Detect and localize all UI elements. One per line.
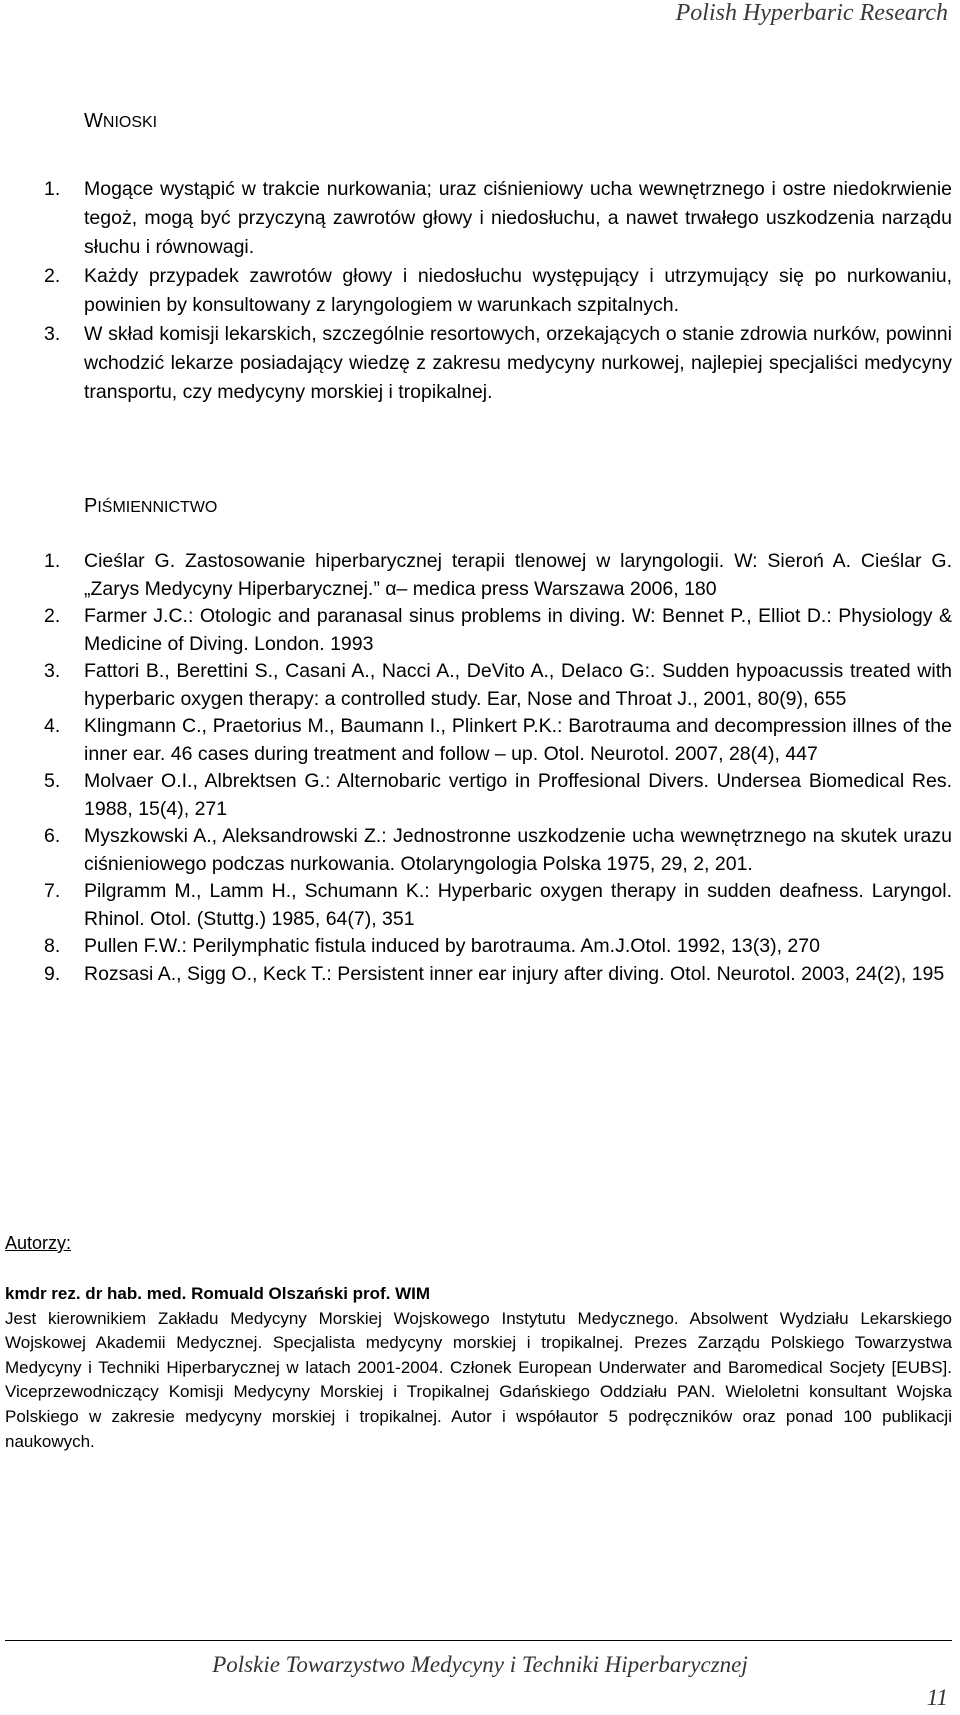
conclusions-heading xyxy=(84,110,157,133)
reference-item xyxy=(44,961,952,989)
references-heading-initial: P xyxy=(84,495,98,517)
reference-item xyxy=(44,603,952,658)
reference-item xyxy=(44,823,952,878)
reference-number: 2. xyxy=(44,605,61,627)
conclusion-item xyxy=(44,320,952,407)
authors-label: Autorzy: xyxy=(5,1233,72,1253)
page-number: 11 xyxy=(926,1685,948,1710)
author-name: kmdr rez. dr hab. med. Romuald Olszański prof. WIM xyxy=(5,1284,431,1303)
reference-text: Cieślar G. Zastosowanie hiperbarycznej terapii tlenowej w laryngologii. W: Sieroń A. Cieślar G. „Zarys Medycyny Hiperbarycznej.” α– medica press Warszawa 2006, 180 xyxy=(84,550,952,600)
conclusion-item xyxy=(44,175,952,262)
reference-item xyxy=(44,768,952,823)
conclusion-number: 2. xyxy=(44,265,61,287)
reference-number: 6. xyxy=(44,825,61,847)
journal-header: Polish Hyperbaric Research xyxy=(675,0,948,26)
conclusions-heading-initial: W xyxy=(84,110,103,132)
author-bio: Jest kierownikiem Zakładu Medycyny Morskiej Wojskowego Instytutu Medycznego. Absolwent Wydziału Lekarskiego Wojskowej Akademii Medycznej. Specjalista medycyny morskiej i tropikalnej. Prezes Zarządu Polskiego Towarzystwa Medycyny i Techniki Hiperbarycznej w latach 2001-2004. Członek European Underwater and Baromedical Socjety [EUBS]. Viceprzewodniczący Komisji Medycyny Morskiej i Tropikalnej Gdańskiego Oddziału PAN. Wieloletni konsultant Wojska Polskiego w zakresie medycyny morskiej i tropikalnej. Autor i współautor 5 podręczników oraz ponad 100 publikacji naukowych. xyxy=(5,1308,952,1451)
conclusions-list xyxy=(44,175,952,407)
reference-item xyxy=(44,548,952,603)
conclusion-item xyxy=(44,262,952,320)
reference-item xyxy=(44,933,952,961)
reference-number: 1. xyxy=(44,550,61,572)
reference-text: Farmer J.C.: Otologic and paranasal sinus problems in diving. W: Bennet P., Elliot D.: Physiology & Medicine of Diving. London. 1993 xyxy=(84,605,952,655)
reference-item xyxy=(44,658,952,713)
conclusion-text: Każdy przypadek zawrotów głowy i niedosłuchu występujący i utrzymujący się po nurkowaniu, powinien by konsultowany z laryngologiem w warunkach szpitalnych. xyxy=(84,265,952,316)
reference-text: Myszkowski A., Aleksandrowski Z.: Jednostronne uszkodzenie ucha wewnętrznego na skutek urazu ciśnieniowego podczas nurkowania. Otolaryngologia Polska 1975, 29, 2, 201. xyxy=(84,825,952,875)
reference-text: Molvaer O.I., Albrektsen G.: Alternobaric vertigo in Proffesional Divers. Undersea Biomedical Res. 1988, 15(4), 271 xyxy=(84,770,952,820)
footer-divider xyxy=(5,1640,952,1641)
conclusion-number: 3. xyxy=(44,323,61,345)
reference-item xyxy=(44,878,952,933)
reference-text: Pullen F.W.: Perilymphatic fistula induced by barotrauma. Am.J.Otol. 1992, 13(3), 270 xyxy=(84,935,820,957)
reference-text: Rozsasi A., Sigg O., Keck T.: Persistent inner ear injury after diving. Otol. Neurotol. 2003, 24(2), 195 xyxy=(84,962,945,985)
conclusions-heading-rest: NIOSKI xyxy=(102,114,158,131)
reference-number: 9. xyxy=(44,962,61,985)
reference-number: 3. xyxy=(44,660,61,682)
author-bio-block xyxy=(5,1282,952,1454)
reference-number: 8. xyxy=(44,935,61,957)
reference-item xyxy=(44,713,952,768)
references-list xyxy=(44,548,952,988)
conclusion-text: Mogące wystąpić w trakcie nurkowania; uraz ciśnieniowy ucha wewnętrznego i ostre niedokrwienie tegoż, mogą być przyczyną zawrotów głowy i niedosłuchu, a nawet trwałego uszkodzenia narządu słuchu i równowagi. xyxy=(84,178,952,258)
reference-text: Pilgramm M., Lamm H., Schumann K.: Hyperbaric oxygen therapy in sudden deafness. Laryngol. Rhinol. Otol. (Stuttg.) 1985, 64(7), 351 xyxy=(84,880,952,930)
reference-number: 7. xyxy=(44,880,61,902)
reference-text: Klingmann C., Praetorius M., Baumann I., Plinkert P.K.: Barotrauma and decompression illnes of the inner ear. 46 cases during treatment and follow – up. Otol. Neurotol. 2007, 28(4), 447 xyxy=(84,715,952,765)
reference-text: Fattori B., Berettini S., Casani A., Nacci A., DeVito A., DeIaco G:. Sudden hypoacussis treated with hyperbaric oxygen therapy: a controlled study. Ear, Nose and Throat J., 2001, 80(9), 655 xyxy=(84,660,952,710)
references-heading xyxy=(84,495,217,518)
reference-number: 5. xyxy=(44,770,61,792)
footer-society: Polskie Towarzystwo Medycyny i Techniki Hiperbarycznej xyxy=(212,1652,748,1677)
conclusion-text: W skład komisji lekarskich, szczególnie resortowych, orzekających o stanie zdrowia nurków, powinni wchodzić lekarze posiadający wiedzę z zakresu medycyny nurkowej, najlepiej specjaliści medycyny transportu, czy medycyny morskiej i tropikalnej. xyxy=(84,323,952,403)
reference-number: 4. xyxy=(44,715,61,737)
conclusion-number: 1. xyxy=(44,178,61,200)
references-heading-rest: IŚMIENNICTWO xyxy=(97,499,218,516)
